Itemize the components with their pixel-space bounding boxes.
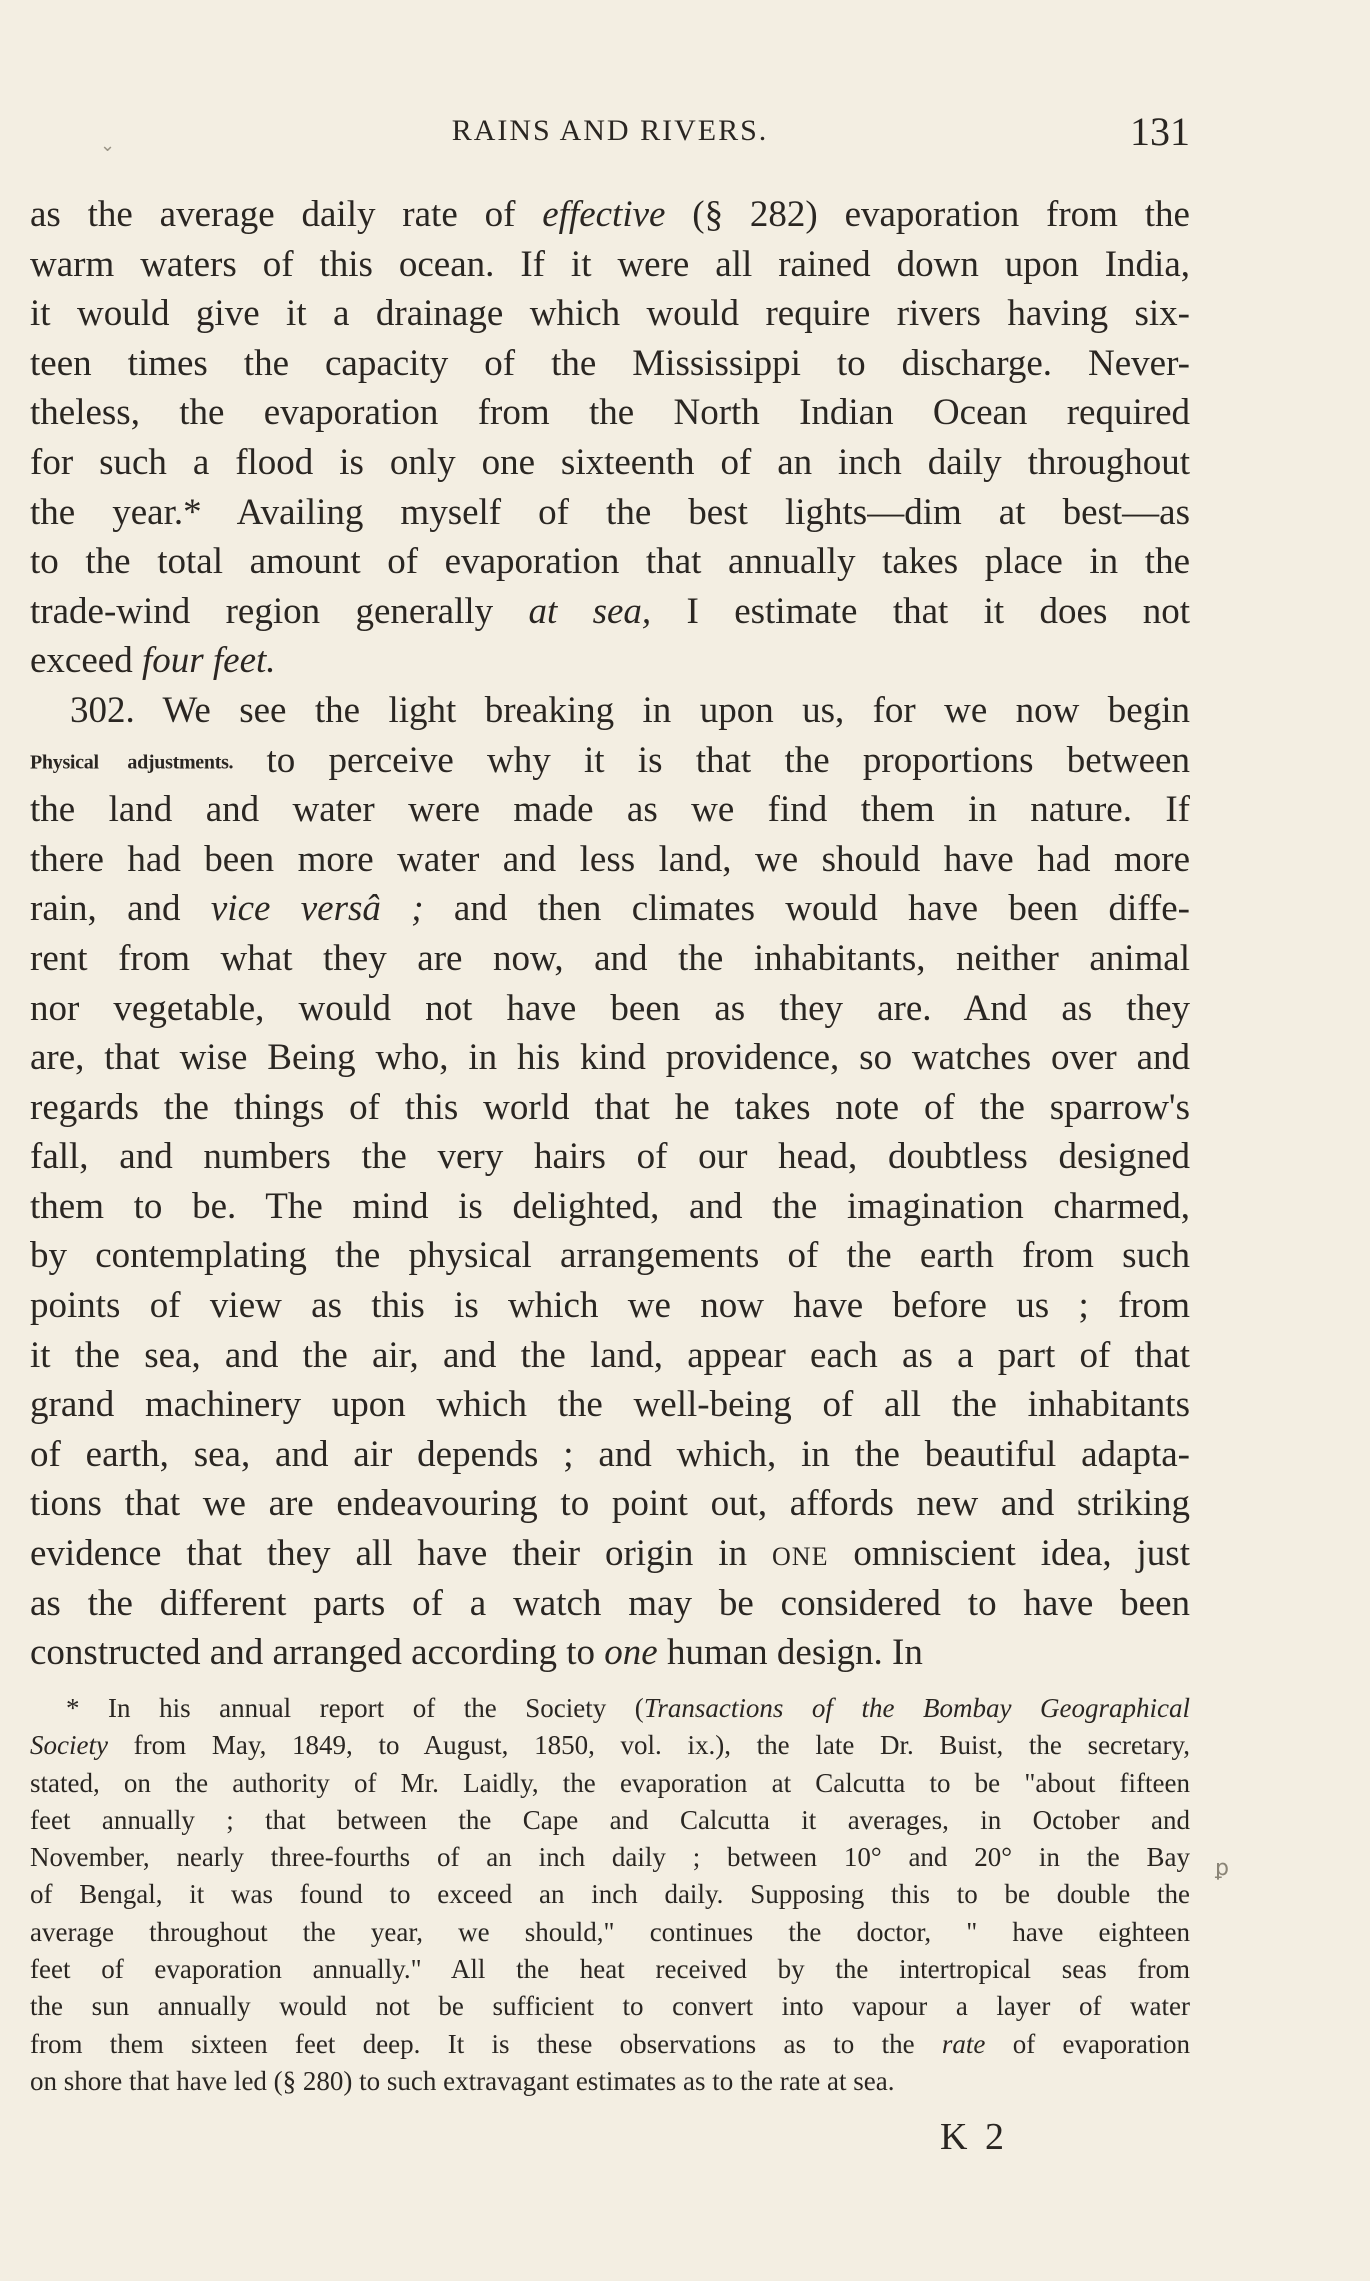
- text-run: from them sixteen feet deep. It is these observations as to the: [30, 2028, 942, 2059]
- text-run: from May, 1849, to August, 1850, vol. ix.), the late Dr. Buist, the secretary,: [107, 1730, 1190, 1761]
- text-run: tions that we are endeavouring to point out, affords new and striking: [30, 1483, 1190, 1525]
- text-line: [30, 686, 1190, 736]
- footnote-line: [30, 1690, 1190, 1727]
- text-line: [30, 1281, 1190, 1331]
- text-run: it the sea, and the air, and the land, appear each as a part of that: [30, 1334, 1190, 1376]
- text-run: at sea,: [528, 590, 652, 632]
- text-line: [30, 438, 1190, 488]
- text-run: exceed: [30, 640, 142, 682]
- text-run: theless, the evaporation from the North Indian Ocean required: [30, 392, 1190, 434]
- text-run: them to be. The mind is delighted, and the imagination charmed,: [30, 1185, 1190, 1227]
- text-line: [30, 1231, 1190, 1281]
- text-line: [30, 240, 1190, 290]
- text-run: omniscient idea, just: [828, 1533, 1190, 1575]
- text-run: feet of evaporation annually." All the heat received by the intertropical seas from: [30, 1954, 1190, 1985]
- body-text: [30, 190, 1190, 1678]
- footnote-line: [30, 1839, 1190, 1876]
- text-run: November, nearly three-fourths of an inch daily ; between 10° and 20° in the Bay: [30, 1842, 1190, 1873]
- text-run: as the average daily rate of: [30, 194, 543, 235]
- text-line: [30, 1380, 1190, 1430]
- text-run: effective: [542, 194, 666, 235]
- text-line: [30, 1033, 1190, 1083]
- footnote-line: [30, 1876, 1190, 1913]
- text-run: teen times the capacity of the Mississippi to discharge. Never-: [30, 342, 1190, 384]
- text-line: [30, 934, 1190, 984]
- text-line: [30, 587, 1190, 637]
- text-line: [30, 1430, 1190, 1480]
- text-line: [30, 785, 1190, 835]
- text-line: [30, 1479, 1190, 1529]
- page-header: [30, 108, 1190, 158]
- text-run: rain, and: [30, 888, 211, 930]
- text-run: the land and water were made as we find them in nature. If: [30, 789, 1190, 831]
- text-run: stated, on the authority of Mr. Laidly, the evaporation at Calcutta to be "about fifteen: [30, 1767, 1190, 1798]
- text-run: there had been more water and less land, we should have had more: [30, 838, 1190, 880]
- footnote-line: [30, 2063, 1190, 2100]
- text-run: human design. In: [657, 1632, 923, 1674]
- text-run: 302. We see the light breaking in upon us, for we now begin: [70, 689, 1190, 731]
- text-run: the year.* Availing myself of the best lights—dim at best—as: [30, 491, 1190, 533]
- text-run: as the different parts of a watch may be considered to have been: [30, 1582, 1190, 1624]
- text-run: vice versâ ;: [210, 888, 424, 930]
- text-run: one: [604, 1632, 658, 1674]
- text-run: average throughout the year, we should," continues the doctor, " have eighteen: [30, 1916, 1190, 1947]
- footnote-line: [30, 2026, 1190, 2063]
- footnote: [30, 1690, 1190, 2100]
- text-run: points of view as this is which we now have before us ; from: [30, 1285, 1190, 1327]
- text-line: [30, 537, 1190, 587]
- text-run: evidence that they all have their origin in: [30, 1533, 773, 1575]
- text-run: grand machinery upon which the well-being of all the inhabitants: [30, 1384, 1190, 1426]
- text-run: constructed and arranged according to: [30, 1632, 605, 1674]
- margin-note: Physical adjustments.: [30, 751, 234, 774]
- ink-speck-mark: ⌄: [100, 135, 116, 155]
- footnote-line: [30, 1802, 1190, 1839]
- signature-mark: K 2: [940, 2116, 1008, 2158]
- text-run: fall, and numbers the very hairs of our head, doubtless designed: [30, 1136, 1190, 1178]
- text-line: [30, 636, 1190, 686]
- text-line: [30, 339, 1190, 389]
- text-run: feet annually ; that between the Cape and Calcutta it averages, in October and: [30, 1804, 1190, 1835]
- text-run: four feet.: [141, 640, 276, 682]
- text-run: of Bengal, it was found to exceed an inch daily. Supposing this to be double the: [30, 1879, 1190, 1910]
- footnote-line: [30, 1988, 1190, 2025]
- footnote-line: [30, 1765, 1190, 1802]
- text-run: by contemplating the physical arrangements of the earth from such: [30, 1235, 1190, 1277]
- text-line: [30, 1331, 1190, 1381]
- text-line: [30, 984, 1190, 1034]
- text-run: the sun annually would not be sufficient to convert into vapour a layer of water: [30, 1991, 1190, 2022]
- text-line: [30, 835, 1190, 885]
- text-run: are, that wise Being who, in his kind providence, so watches over and: [30, 1037, 1190, 1079]
- text-run: ONE: [772, 1542, 829, 1572]
- text-line: [30, 388, 1190, 438]
- text-run: of evaporation: [985, 2028, 1191, 2059]
- text-run: Society: [30, 1730, 108, 1761]
- text-run: for such a flood is only one sixteenth of an inch daily throughout: [30, 441, 1190, 483]
- text-run: * In his annual report of the Society (: [66, 1693, 644, 1723]
- pencil-mark: ꝑ: [1215, 1855, 1229, 1880]
- text-line: [30, 190, 1190, 240]
- text-run: rate: [941, 2028, 986, 2059]
- text-run: to perceive why it is that the proportions between: [233, 739, 1190, 781]
- text-line: [30, 1529, 1190, 1579]
- text-run: and then climates would have been diffe-: [423, 888, 1190, 930]
- text-run: I estimate that it does not: [651, 590, 1190, 632]
- text-line: [30, 884, 1190, 934]
- text-run: Transactions of the Bombay Geographical: [643, 1693, 1190, 1723]
- text-run: (§ 282) evaporation from the: [665, 194, 1190, 235]
- text-run: regards the things of this world that he takes note of the sparrow's: [30, 1086, 1190, 1128]
- text-line: [30, 736, 1190, 786]
- text-run: warm waters of this ocean. If it were all rained down upon India,: [30, 243, 1190, 285]
- text-line: [30, 289, 1190, 339]
- text-line: [30, 1579, 1190, 1629]
- text-run: of earth, sea, and air depends ; and which, in the beautiful adapta-: [30, 1433, 1190, 1475]
- text-line: [30, 488, 1190, 538]
- text-run: on shore that have led (§ 280) to such extravagant estimates as to the rate at sea.: [30, 2065, 895, 2096]
- footnote-line: [30, 1914, 1190, 1951]
- text-line: [30, 1628, 1190, 1678]
- running-head: RAINS AND RIVERS.: [451, 114, 769, 147]
- page-number: 131: [1130, 109, 1190, 154]
- text-line: [30, 1182, 1190, 1232]
- text-run: trade-wind region generally: [30, 590, 529, 632]
- text-run: it would give it a drainage which would require rivers having six-: [30, 293, 1190, 335]
- text-line: [30, 1083, 1190, 1133]
- text-run: rent from what they are now, and the inhabitants, neither animal: [30, 937, 1190, 979]
- footnote-line: [30, 1951, 1190, 1988]
- footnote-line: [30, 1727, 1190, 1764]
- text-line: [30, 1132, 1190, 1182]
- text-run: nor vegetable, would not have been as they are. And as they: [30, 987, 1190, 1029]
- text-run: to the total amount of evaporation that annually takes place in the: [30, 541, 1190, 583]
